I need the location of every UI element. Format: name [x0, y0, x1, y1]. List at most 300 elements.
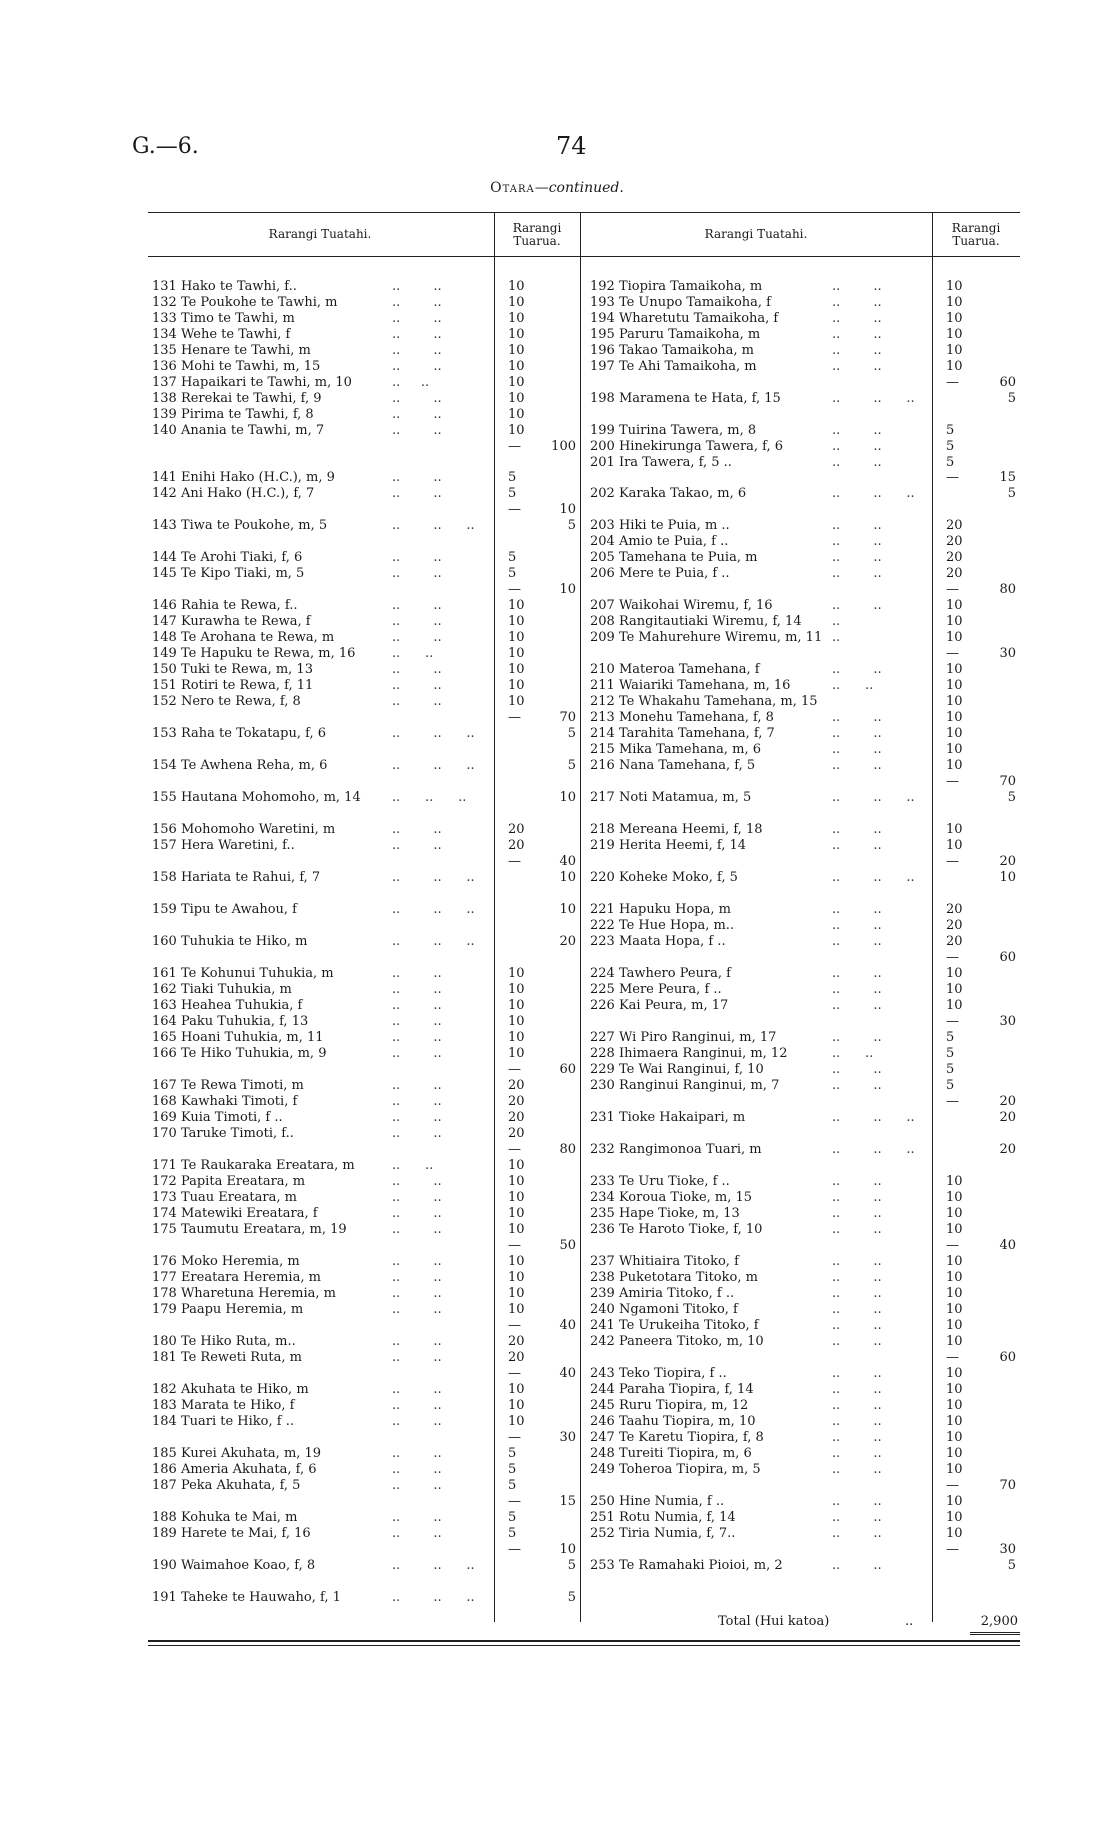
- bottom-rule-1: [148, 1640, 1020, 1642]
- amount-individual: 20: [946, 550, 963, 565]
- leader-dots: .. ..: [392, 1350, 442, 1365]
- entry-name: 144 Te Arohi Tiaki, f, 6: [152, 550, 303, 565]
- amount-individual: 20: [946, 902, 963, 917]
- leader-dots: .. .. ..: [392, 758, 475, 773]
- entry-name: 226 Kai Peura, m, 17: [590, 998, 729, 1013]
- amount-individual: 10: [946, 1206, 963, 1221]
- leader-dots: .. .. ..: [392, 518, 475, 533]
- amount-individual: 20: [508, 1078, 525, 1093]
- amount-subtotal: 20: [999, 1142, 1016, 1157]
- amount-individual: 10: [946, 838, 963, 853]
- leader-dots: .. ..: [392, 391, 442, 406]
- leader-dots: .. ..: [392, 998, 442, 1013]
- amount-individual: 10: [508, 423, 525, 438]
- amount-individual: 5: [946, 455, 955, 470]
- amount-subtotal: 10: [559, 790, 576, 805]
- leader-dots: .. ..: [392, 1046, 442, 1061]
- entry-name: 182 Akuhata te Hiko, m: [152, 1382, 309, 1397]
- subtotal-dash: —: [946, 1094, 959, 1109]
- amount-subtotal: 10: [559, 870, 576, 885]
- amount-subtotal: 70: [559, 710, 576, 725]
- entry-name: 234 Koroua Tioke, m, 15: [590, 1190, 753, 1205]
- amount-individual: 10: [946, 630, 963, 645]
- entry-name: 139 Pirima te Tawhi, f, 8: [152, 407, 314, 422]
- subtotal-dash: —: [946, 1542, 959, 1557]
- total-dots: ..: [905, 1614, 914, 1629]
- leader-dots: .. ..: [392, 614, 442, 629]
- leader-dots: .. ..: [832, 327, 882, 342]
- entry-name: 199 Tuirina Tawera, m, 8: [590, 423, 757, 438]
- total-value: 2,900: [980, 1614, 1018, 1629]
- amount-individual: 10: [508, 662, 525, 677]
- amount-subtotal: 5: [567, 518, 576, 533]
- document-reference: G.—6.: [132, 134, 199, 159]
- leader-dots: .. ..: [392, 327, 442, 342]
- entry-name: 136 Mohi te Tawhi, m, 15: [152, 359, 321, 374]
- leader-dots: .. ..: [832, 966, 882, 981]
- section-suffix: —continued.: [534, 180, 624, 196]
- amount-individual: 5: [508, 470, 517, 485]
- leader-dots: .. ..: [392, 1094, 442, 1109]
- entry-name: 223 Maata Hopa, f ..: [590, 934, 726, 949]
- leader-dots: .. ..: [392, 1030, 442, 1045]
- leader-dots: .. .. ..: [392, 1590, 475, 1605]
- entry-name: 242 Paneera Titoko, m, 10: [590, 1334, 764, 1349]
- amount-individual: 10: [508, 391, 525, 406]
- column-header-names-left: Rarangi Tuatahi.: [268, 227, 372, 241]
- amount-individual: 5: [508, 1510, 517, 1525]
- entry-name: 212 Te Whakahu Tamehana, m, 15: [590, 694, 818, 709]
- entry-name: 196 Takao Tamaikoha, m: [590, 343, 755, 358]
- subtotal-dash: —: [508, 1366, 521, 1381]
- entry-name: 217 Noti Matamua, m, 5: [590, 790, 752, 805]
- page-number: 74: [556, 132, 587, 160]
- leader-dots: .. ..: [392, 1462, 442, 1477]
- entry-name: 209 Te Mahurehure Wiremu, m, 11: [590, 630, 823, 645]
- entry-name: 180 Te Hiko Ruta, m..: [152, 1334, 296, 1349]
- leader-dots: .. ..: [392, 359, 442, 374]
- leader-dots: .. ..: [832, 1222, 882, 1237]
- entry-name: 246 Taahu Tiopira, m, 10: [590, 1414, 756, 1429]
- leader-dots: .. ..: [392, 1014, 442, 1029]
- leader-dots: .. ..: [392, 678, 442, 693]
- amount-individual: 20: [508, 1334, 525, 1349]
- entry-name: 218 Mereana Heemi, f, 18: [590, 822, 763, 837]
- entry-name: 157 Hera Waretini, f..: [152, 838, 295, 853]
- entry-name: 154 Te Awhena Reha, m, 6: [152, 758, 328, 773]
- total-underline: [970, 1632, 1020, 1635]
- leader-dots: .. ..: [832, 902, 882, 917]
- subtotal-dash: —: [508, 439, 521, 454]
- leader-dots: .. ..: [832, 1046, 874, 1061]
- entry-name: 150 Tuki te Rewa, m, 13: [152, 662, 313, 677]
- entry-name: 166 Te Hiko Tuhukia, m, 9: [152, 1046, 327, 1061]
- entry-name: 153 Raha te Tokatapu, f, 6: [152, 726, 327, 741]
- amount-individual: 10: [508, 1270, 525, 1285]
- leader-dots: .. ..: [392, 1254, 442, 1269]
- amount-individual: 10: [946, 598, 963, 613]
- entry-name: 206 Mere te Puia, f ..: [590, 566, 730, 581]
- amount-subtotal: 5: [567, 1558, 576, 1573]
- amount-individual: 5: [508, 1462, 517, 1477]
- entry-name: 158 Hariata te Rahui, f, 7: [152, 870, 321, 885]
- column-header-amounts-right: Rarangi Tuarua.: [951, 221, 1001, 248]
- entry-name: 145 Te Kipo Tiaki, m, 5: [152, 566, 305, 581]
- leader-dots: .. ..: [832, 279, 882, 294]
- amount-individual: 10: [508, 982, 525, 997]
- leader-dots: .. ..: [392, 1174, 442, 1189]
- entry-name: 222 Te Hue Hopa, m..: [590, 918, 735, 933]
- entry-name: 171 Te Raukaraka Ereatara, m: [152, 1158, 355, 1173]
- amount-subtotal: 60: [559, 1062, 576, 1077]
- amount-subtotal: 60: [999, 375, 1016, 390]
- amount-individual: 10: [508, 375, 525, 390]
- entry-name: 245 Ruru Tiopira, m, 12: [590, 1398, 749, 1413]
- entry-name: 172 Papita Ereatara, m: [152, 1174, 306, 1189]
- entry-name: 224 Tawhero Peura, f: [590, 966, 731, 981]
- leader-dots: .. ..: [392, 279, 442, 294]
- amount-individual: 10: [508, 678, 525, 693]
- entry-name: 214 Tarahita Tamehana, f, 7: [590, 726, 775, 741]
- amount-individual: 10: [946, 1286, 963, 1301]
- entry-name: 248 Tureiti Tiopira, m, 6: [590, 1446, 752, 1461]
- entry-name: 138 Rerekai te Tawhi, f, 9: [152, 391, 322, 406]
- entry-name: 243 Teko Tiopira, f ..: [590, 1366, 727, 1381]
- entry-name: 190 Waimahoe Koao, f, 8: [152, 1558, 316, 1573]
- entry-name: 220 Koheke Moko, f, 5: [590, 870, 738, 885]
- amount-individual: 5: [946, 1046, 955, 1061]
- entry-name: 151 Rotiri te Rewa, f, 11: [152, 678, 314, 693]
- entry-name: 179 Paapu Heremia, m: [152, 1302, 304, 1317]
- entry-name: 187 Peka Akuhata, f, 5: [152, 1478, 301, 1493]
- entry-name: 169 Kuia Timoti, f ..: [152, 1110, 283, 1125]
- entry-name: 135 Henare te Tawhi, m: [152, 343, 311, 358]
- entry-name: 193 Te Unupo Tamaikoha, f: [590, 295, 771, 310]
- amount-individual: 10: [946, 1302, 963, 1317]
- amount-individual: 20: [508, 822, 525, 837]
- amount-individual: 10: [946, 343, 963, 358]
- amount-individual: 10: [508, 1222, 525, 1237]
- entry-name: 142 Ani Hako (H.C.), f, 7: [152, 486, 315, 501]
- entry-name: 198 Maramena te Hata, f, 15: [590, 391, 781, 406]
- total-label: Total (Hui katoa): [718, 1614, 830, 1629]
- entry-name: 155 Hautana Mohomoho, m, 14: [152, 790, 361, 805]
- amount-individual: 10: [946, 295, 963, 310]
- center-divider: [580, 212, 581, 1622]
- amount-individual: 10: [946, 710, 963, 725]
- amount-individual: 5: [946, 1030, 955, 1045]
- amount-individual: 10: [946, 1318, 963, 1333]
- amount-individual: 20: [946, 918, 963, 933]
- amount-individual: 10: [508, 598, 525, 613]
- entry-name: 141 Enihi Hako (H.C.), m, 9: [152, 470, 335, 485]
- leader-dots: .. ..: [392, 1126, 442, 1141]
- amount-individual: 10: [508, 998, 525, 1013]
- amount-subtotal: 10: [559, 582, 576, 597]
- amount-individual: 10: [946, 966, 963, 981]
- leader-dots: .. .. ..: [832, 486, 915, 501]
- leader-dots: ..: [832, 630, 841, 645]
- entry-name: 160 Tuhukia te Hiko, m: [152, 934, 308, 949]
- leader-dots: .. ..: [392, 407, 442, 422]
- leader-dots: .. ..: [392, 295, 442, 310]
- entry-name: 148 Te Arohana te Rewa, m: [152, 630, 335, 645]
- subtotal-dash: —: [508, 710, 521, 725]
- entry-name: 251 Rotu Numia, f, 14: [590, 1510, 736, 1525]
- leader-dots: .. ..: [832, 1286, 882, 1301]
- subtotal-dash: —: [508, 1430, 521, 1445]
- entry-name: 233 Te Uru Tioke, f ..: [590, 1174, 730, 1189]
- amount-individual: 10: [946, 982, 963, 997]
- leader-dots: .. ..: [832, 1494, 882, 1509]
- table-top-rule: [148, 212, 1020, 213]
- leader-dots: .. ..: [392, 694, 442, 709]
- leader-dots: .. ..: [832, 1510, 882, 1525]
- amount-individual: 10: [946, 726, 963, 741]
- amount-individual: 5: [508, 1446, 517, 1461]
- subtotal-dash: —: [946, 1478, 959, 1493]
- leader-dots: .. ..: [832, 678, 874, 693]
- leader-dots: .. ..: [392, 1478, 442, 1493]
- amount-individual: 10: [508, 343, 525, 358]
- amount-individual: 10: [508, 1174, 525, 1189]
- amount-subtotal: 10: [559, 502, 576, 517]
- amount-subtotal: 40: [559, 1366, 576, 1381]
- leader-dots: .. ..: [392, 1414, 442, 1429]
- amount-subtotal: 20: [559, 934, 576, 949]
- entry-name: 181 Te Reweti Ruta, m: [152, 1350, 302, 1365]
- amount-subtotal: 20: [999, 1110, 1016, 1125]
- amount-individual: 5: [946, 439, 955, 454]
- amount-individual: 20: [946, 534, 963, 549]
- leader-dots: .. ..: [832, 1334, 882, 1349]
- amount-subtotal: 70: [999, 774, 1016, 789]
- leader-dots: .. ..: [392, 550, 442, 565]
- amount-individual: 10: [508, 1046, 525, 1061]
- leader-dots: .. ..: [392, 662, 442, 677]
- entry-name: 189 Harete te Mai, f, 16: [152, 1526, 311, 1541]
- amount-individual: 10: [946, 279, 963, 294]
- leader-dots: .. ..: [832, 423, 882, 438]
- entry-name: 213 Monehu Tamehana, f, 8: [590, 710, 774, 725]
- entry-name: 173 Tuau Ereatara, m: [152, 1190, 297, 1205]
- amount-individual: 10: [508, 1030, 525, 1045]
- entry-name: 204 Amio te Puia, f ..: [590, 534, 729, 549]
- entry-name: 133 Timo te Tawhi, m: [152, 311, 295, 326]
- leader-dots: .. ..: [392, 311, 442, 326]
- leader-dots: .. ..: [832, 1174, 882, 1189]
- entry-name: 134 Wehe te Tawhi, f: [152, 327, 291, 342]
- leader-dots: .. ..: [392, 1446, 442, 1461]
- amount-individual: 10: [508, 966, 525, 981]
- entry-name: 185 Kurei Akuhata, m, 19: [152, 1446, 322, 1461]
- leader-dots: .. ..: [392, 486, 442, 501]
- leader-dots: .. ..: [392, 1510, 442, 1525]
- subtotal-dash: —: [946, 1238, 959, 1253]
- leader-dots: ..: [832, 614, 841, 629]
- amount-individual: 10: [946, 1398, 963, 1413]
- amount-individual: 10: [946, 1446, 963, 1461]
- entry-name: 221 Hapuku Hopa, m: [590, 902, 731, 917]
- leader-dots: .. ..: [832, 1366, 882, 1381]
- amount-subtotal: 30: [999, 646, 1016, 661]
- amount-individual: 10: [946, 662, 963, 677]
- amount-subtotal: 5: [1007, 1558, 1016, 1573]
- amount-individual: 20: [946, 518, 963, 533]
- subtotal-dash: —: [508, 1542, 521, 1557]
- entry-name: 183 Marata te Hiko, f: [152, 1398, 295, 1413]
- section-title: [0, 180, 1114, 196]
- entry-name: 163 Heahea Tuhukia, f: [152, 998, 303, 1013]
- entry-name: 132 Te Poukohe te Tawhi, m: [152, 295, 338, 310]
- leader-dots: .. ..: [832, 1030, 882, 1045]
- leader-dots: .. .. ..: [832, 1142, 915, 1157]
- amount-subtotal: 40: [559, 1318, 576, 1333]
- leader-dots: .. .. ..: [832, 870, 915, 885]
- entry-name: 168 Kawhaki Timoti, f: [152, 1094, 298, 1109]
- leader-dots: .. .. ..: [832, 1110, 915, 1125]
- leader-dots: .. ..: [832, 455, 882, 470]
- leader-dots: .. ..: [832, 1302, 882, 1317]
- amount-individual: 10: [946, 614, 963, 629]
- leader-dots: .. ..: [832, 1254, 882, 1269]
- leader-dots: .. ..: [392, 1206, 442, 1221]
- subtotal-dash: —: [508, 1238, 521, 1253]
- amount-individual: 10: [508, 407, 525, 422]
- amount-individual: 5: [946, 1078, 955, 1093]
- amount-individual: 5: [946, 423, 955, 438]
- entry-name: 177 Ereatara Heremia, m: [152, 1270, 321, 1285]
- amount-individual: 10: [946, 1174, 963, 1189]
- amount-individual: 10: [508, 1254, 525, 1269]
- leader-dots: .. ..: [392, 1286, 442, 1301]
- leader-dots: .. ..: [832, 1430, 882, 1445]
- entry-name: 207 Waikohai Wiremu, f, 16: [590, 598, 773, 613]
- leader-dots: .. .. ..: [392, 934, 475, 949]
- entry-name: 159 Tipu te Awahou, f: [152, 902, 297, 917]
- leader-dots: .. ..: [832, 343, 882, 358]
- leader-dots: .. ..: [392, 630, 442, 645]
- leader-dots: .. ..: [832, 550, 882, 565]
- leader-dots: .. .. ..: [832, 790, 915, 805]
- amount-individual: 20: [508, 1110, 525, 1125]
- leader-dots: .. ..: [392, 1158, 434, 1173]
- subtotal-dash: —: [508, 1494, 521, 1509]
- leader-dots: .. ..: [832, 439, 882, 454]
- amount-individual: 10: [946, 694, 963, 709]
- amount-individual: 10: [508, 1414, 525, 1429]
- subtotal-dash: —: [946, 470, 959, 485]
- entry-name: 201 Ira Tawera, f, 5 ..: [590, 455, 732, 470]
- entry-name: 156 Mohomoho Waretini, m: [152, 822, 336, 837]
- amount-subtotal: 50: [559, 1238, 576, 1253]
- amount-subtotal: 40: [559, 854, 576, 869]
- leader-dots: .. ..: [392, 566, 442, 581]
- entry-name: 152 Nero te Rewa, f, 8: [152, 694, 301, 709]
- amount-individual: 5: [508, 566, 517, 581]
- entry-name: 236 Te Haroto Tioke, f, 10: [590, 1222, 763, 1237]
- left-amount-divider: [494, 212, 495, 1622]
- entry-name: 228 Ihimaera Ranginui, m, 12: [590, 1046, 788, 1061]
- leader-dots: .. ..: [392, 1526, 442, 1541]
- amount-subtotal: 15: [999, 470, 1016, 485]
- leader-dots: .. ..: [832, 1190, 882, 1205]
- subtotal-dash: —: [508, 1062, 521, 1077]
- amount-subtotal: 10: [559, 902, 576, 917]
- leader-dots: .. ..: [832, 1078, 882, 1093]
- leader-dots: .. ..: [832, 1270, 882, 1285]
- amount-individual: 10: [946, 1190, 963, 1205]
- entry-name: 216 Nana Tamehana, f, 5: [590, 758, 756, 773]
- subtotal-dash: —: [946, 854, 959, 869]
- amount-individual: 10: [508, 1382, 525, 1397]
- amount-individual: 10: [508, 1398, 525, 1413]
- section-name: Otara: [490, 180, 535, 196]
- entry-name: 235 Hape Tioke, m, 13: [590, 1206, 740, 1221]
- leader-dots: .. ..: [832, 918, 882, 933]
- entry-name: 231 Tioke Hakaipari, m: [590, 1110, 746, 1125]
- leader-dots: .. ..: [392, 1270, 442, 1285]
- leader-dots: .. ..: [832, 359, 882, 374]
- leader-dots: .. ..: [392, 1222, 442, 1237]
- leader-dots: .. ..: [832, 598, 882, 613]
- subtotal-dash: —: [508, 502, 521, 517]
- subtotal-dash: —: [946, 950, 959, 965]
- entry-name: 188 Kohuka te Mai, m: [152, 1510, 298, 1525]
- leader-dots: .. ..: [832, 1414, 882, 1429]
- amount-individual: 10: [946, 1510, 963, 1525]
- bottom-rule-2: [148, 1645, 1020, 1646]
- amount-individual: 10: [508, 295, 525, 310]
- leader-dots: .. ..: [392, 423, 442, 438]
- leader-dots: .. ..: [392, 982, 442, 997]
- entry-name: 238 Puketotara Titoko, m: [590, 1270, 758, 1285]
- column-header-names-right: Rarangi Tuatahi.: [704, 227, 808, 241]
- amount-individual: 10: [508, 279, 525, 294]
- amount-individual: 10: [508, 1190, 525, 1205]
- leader-dots: .. ..: [392, 1190, 442, 1205]
- amount-subtotal: 10: [999, 870, 1016, 885]
- amount-individual: 20: [946, 934, 963, 949]
- amount-individual: 10: [946, 1270, 963, 1285]
- amount-subtotal: 5: [1007, 790, 1016, 805]
- leader-dots: .. ..: [832, 1382, 882, 1397]
- amount-subtotal: 5: [567, 726, 576, 741]
- amount-individual: 10: [508, 694, 525, 709]
- amount-subtotal: 5: [567, 1590, 576, 1605]
- leader-dots: .. ..: [392, 1078, 442, 1093]
- leader-dots: .. ..: [392, 646, 434, 661]
- amount-individual: 5: [946, 1062, 955, 1077]
- leader-dots: .. ..: [832, 1446, 882, 1461]
- amount-individual: 10: [946, 311, 963, 326]
- entry-name: 219 Herita Heemi, f, 14: [590, 838, 747, 853]
- amount-subtotal: 20: [999, 1094, 1016, 1109]
- amount-individual: 10: [508, 327, 525, 342]
- entry-name: 247 Te Karetu Tiopira, f, 8: [590, 1430, 764, 1445]
- amount-individual: 10: [508, 646, 525, 661]
- entry-name: 252 Tiria Numia, f, 7..: [590, 1526, 736, 1541]
- leader-dots: .. ..: [832, 758, 882, 773]
- leader-dots: .. .. ..: [392, 870, 475, 885]
- entry-name: 176 Moko Heremia, m: [152, 1254, 300, 1269]
- leader-dots: .. ..: [392, 598, 442, 613]
- subtotal-dash: —: [508, 582, 521, 597]
- leader-dots: .. ..: [832, 1462, 882, 1477]
- table-header-rule: [148, 256, 1020, 257]
- amount-individual: 10: [946, 327, 963, 342]
- subtotal-dash: —: [508, 1318, 521, 1333]
